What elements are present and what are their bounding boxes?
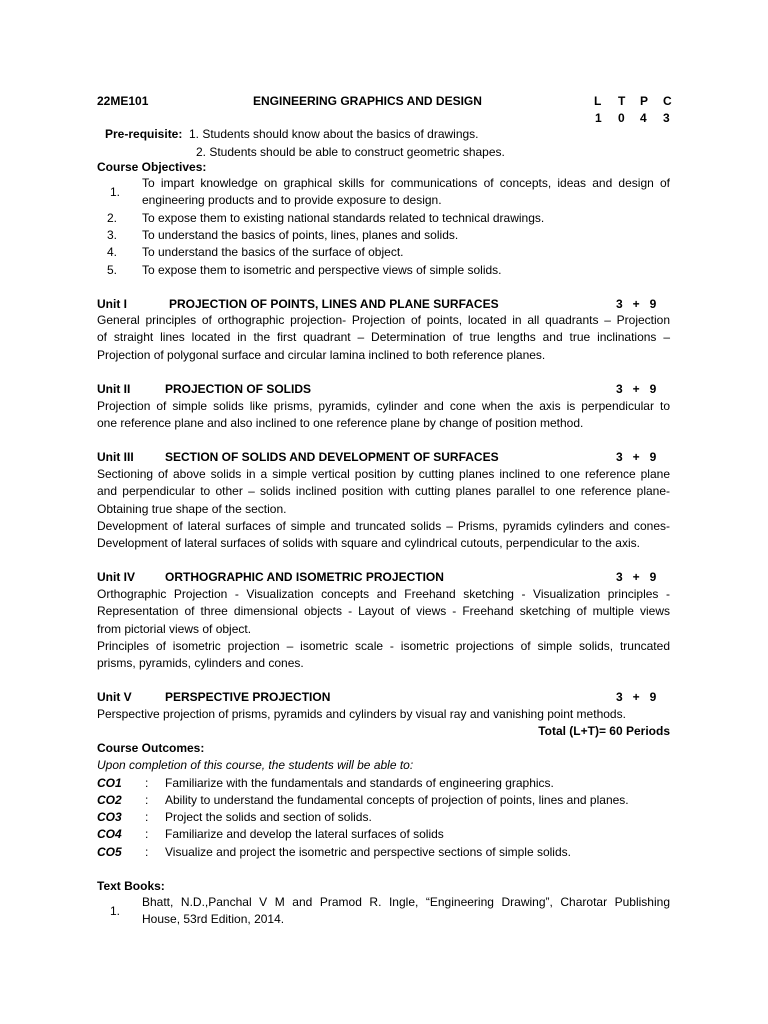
- outcome-code: CO3: [97, 810, 122, 824]
- prerequisite-item: 2. Students should be able to construct geometric shapes.: [196, 145, 505, 159]
- outcome-text: Project the solids and section of solids.: [165, 810, 372, 824]
- outcomes-heading: Course Outcomes:: [97, 741, 205, 755]
- textbooks-heading: Text Books:: [97, 879, 165, 893]
- ltpc-value-p: 4: [640, 111, 647, 125]
- unit-label: Unit V: [97, 690, 132, 704]
- unit-description: Projection of simple solids like prisms, pyramids, cylinder and cone when the axis is perpendicular to one reference plane and also inclined to one reference plane by change of position method.: [97, 399, 670, 431]
- unit-label: Unit III: [97, 450, 134, 464]
- outcome-code: CO1: [97, 776, 122, 790]
- objective-number: 4.: [107, 245, 118, 259]
- outcome-separator: :: [145, 776, 149, 790]
- ltpc-value-t: 0: [618, 111, 625, 125]
- unit-title: SECTION OF SOLIDS AND DEVELOPMENT OF SURFACES: [165, 450, 499, 464]
- unit-hours: 3 + 9: [616, 382, 657, 396]
- ltpc-label-p: P: [640, 94, 649, 108]
- outcome-separator: :: [145, 810, 149, 824]
- unit-description: Perspective projection of prisms, pyramids and cylinders by visual ray and vanishing point methods.: [97, 707, 626, 721]
- unit-description: Sectioning of above solids in a simple vertical position by cutting planes inclined to one reference plane and perpendicular to other – solids inclined position with cutting planes parallel to one reference plane- Obtaining true shape of the section. Development of lateral surfaces of simple and truncated solids – Prisms, pyramids cylinders and cones- Development of lateral surfaces of solids with square and cylindrical cutouts, perpendicular to the axis.: [97, 467, 670, 551]
- unit-description: Orthographic Projection - Visualization concepts and Freehand sketching - Visualization principles - Representation of three dimensional objects - Layout of views - Freehand sketching of multiple views from pictorial views of object. Principles of isometric projection – isometric scale - isometric projections of simple solids, truncated prisms, pyramids, cylinders and cones.: [97, 587, 670, 671]
- outcome-code: CO5: [97, 845, 122, 859]
- course-code: 22ME101: [97, 94, 149, 108]
- ltpc-value-l: 1: [595, 111, 602, 125]
- outcome-separator: :: [145, 845, 149, 859]
- unit-label: Unit II: [97, 382, 131, 396]
- objective-number: 5.: [107, 263, 118, 277]
- objective-number: 1.: [110, 185, 121, 199]
- objective-item: To impart knowledge on graphical skills for communications of concepts, ideas and design of engineering products and to provide exposure to design.: [142, 176, 670, 208]
- unit-description: General principles of orthographic projection- Projection of points, located in all quadrants – Projection of straight lines located in the first quadrant – Determination of true lengths and true inclinations – Projection of polygonal surface and circular lamina inclined to both reference planes.: [97, 313, 670, 362]
- objective-item: To understand the basics of points, lines, planes and solids.: [142, 228, 459, 242]
- unit-title: PROJECTION OF POINTS, LINES AND PLANE SURFACES: [169, 297, 499, 311]
- prerequisite-label: Pre-requisite:: [105, 127, 183, 141]
- textbook-item: Bhatt, N.D.,Panchal V M and Pramod R. Ingle, “Engineering Drawing”, Charotar Publishing House, 53rd Edition, 2014.: [142, 895, 670, 927]
- outcomes-intro: Upon completion of this course, the students will be able to:: [97, 758, 414, 772]
- outcome-text: Familiarize with the fundamentals and standards of engineering graphics.: [165, 776, 554, 790]
- objective-item: To expose them to isometric and perspective views of simple solids.: [142, 263, 502, 277]
- outcome-text: Familiarize and develop the lateral surfaces of solids: [165, 827, 444, 841]
- unit-title: ORTHOGRAPHIC AND ISOMETRIC PROJECTION: [165, 570, 444, 584]
- outcome-separator: :: [145, 793, 149, 807]
- unit-title: PERSPECTIVE PROJECTION: [165, 690, 331, 704]
- outcome-separator: :: [145, 827, 149, 841]
- unit-label: Unit I: [97, 297, 127, 311]
- unit-label: Unit IV: [97, 570, 135, 584]
- unit-hours: 3 + 9: [616, 570, 657, 584]
- ltpc-label-c: C: [663, 94, 672, 108]
- unit-hours: 3 + 9: [616, 690, 657, 704]
- objectives-heading: Course Objectives:: [97, 160, 207, 174]
- ltpc-label-l: L: [594, 94, 602, 108]
- ltpc-label-t: T: [618, 94, 626, 108]
- unit-title: PROJECTION OF SOLIDS: [165, 382, 312, 396]
- objective-number: 3.: [107, 228, 118, 242]
- ltpc-value-c: 3: [663, 111, 670, 125]
- outcome-code: CO2: [97, 793, 122, 807]
- objective-item: To expose them to existing national standards related to technical drawings.: [142, 211, 545, 225]
- unit-hours: 3 + 9: [616, 297, 657, 311]
- outcome-text: Ability to understand the fundamental concepts of projection of points, lines and planes.: [165, 793, 629, 807]
- objective-number: 2.: [107, 211, 118, 225]
- objective-item: To understand the basics of the surface of object.: [142, 245, 404, 259]
- prerequisite-item: 1. Students should know about the basics of drawings.: [189, 127, 479, 141]
- outcome-code: CO4: [97, 827, 122, 841]
- textbook-number: 1.: [110, 904, 121, 918]
- course-title: ENGINEERING GRAPHICS AND DESIGN: [253, 94, 482, 108]
- unit-hours: 3 + 9: [616, 450, 657, 464]
- total-periods: Total (L+T)= 60 Periods: [538, 724, 670, 738]
- outcome-text: Visualize and project the isometric and perspective sections of simple solids.: [165, 845, 571, 859]
